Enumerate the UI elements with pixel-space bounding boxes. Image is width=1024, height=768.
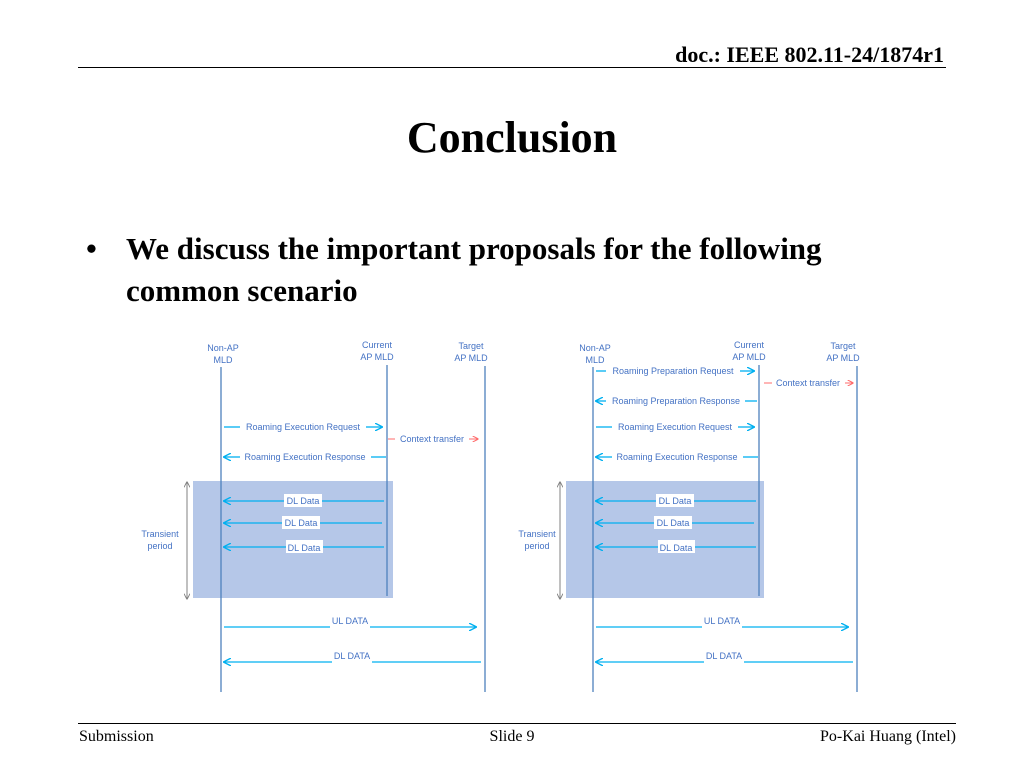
- nonap-label-left-1: Non-AP: [207, 343, 239, 353]
- dl-data-caption-right: DL DATA: [705, 651, 743, 661]
- nonap-label-right-2: MLD: [585, 355, 605, 365]
- msg-exec-response-left: Roaming Execution Response: [244, 452, 366, 462]
- dl-data-label-right-1: DL Data: [658, 496, 692, 506]
- msg-exec-request-left: Roaming Execution Request: [245, 422, 361, 432]
- transient-label-left-1: Transient: [141, 529, 179, 539]
- transient-label-right-1: Transient: [518, 529, 556, 539]
- msg-context-transfer-right: Context transfer: [775, 378, 841, 388]
- msg-exec-response-right: Roaming Execution Response: [616, 452, 738, 462]
- target-label-right-2: AP MLD: [826, 353, 860, 363]
- target-label-right-1: Target: [830, 341, 856, 351]
- footer-slide-number: Slide 9: [489, 728, 535, 745]
- current-label-left-2: AP MLD: [360, 352, 394, 362]
- target-label-left-2: AP MLD: [454, 353, 488, 363]
- bullet-marker: •: [86, 231, 97, 266]
- nonap-label-right-1: Non-AP: [579, 343, 611, 353]
- ul-data-label-right: UL DATA: [703, 616, 741, 626]
- transient-label-right-2: period: [524, 541, 550, 551]
- current-label-right-2: AP MLD: [732, 352, 766, 362]
- nonap-label-left-2: MLD: [213, 355, 233, 365]
- msg-prep-request-right: Roaming Preparation Request: [612, 366, 734, 376]
- dl-data-caption-left: DL DATA: [333, 651, 371, 661]
- footer-author: Po-Kai Huang (Intel): [820, 728, 956, 745]
- dl-data-label-left-3: DL Data: [287, 543, 321, 553]
- msg-exec-request-right: Roaming Execution Request: [617, 422, 733, 432]
- slide-title: Conclusion: [406, 113, 618, 162]
- transient-label-left-2: period: [147, 541, 173, 551]
- msg-context-transfer-left: Context transfer: [399, 434, 465, 444]
- dl-data-label-right-3: DL Data: [659, 543, 693, 553]
- dl-data-label-right-2: DL Data: [656, 518, 690, 528]
- diagram-left: [141, 340, 488, 692]
- footer-submission: Submission: [79, 728, 154, 745]
- msg-prep-response-right: Roaming Preparation Response: [611, 396, 741, 406]
- diagram-right: [518, 340, 860, 692]
- footer-rule: [78, 723, 956, 724]
- current-label-left-1: Current: [361, 340, 393, 350]
- target-label-left-1: Target: [458, 341, 484, 351]
- dl-data-label-left-1: DL Data: [286, 496, 320, 506]
- document-id: doc.: IEEE 802.11-24/1874r1: [675, 42, 944, 67]
- ul-data-label-left: UL DATA: [331, 616, 369, 626]
- current-label-right-1: Current: [733, 340, 765, 350]
- bullet-text: We discuss the important proposals for the following common scenario: [126, 231, 822, 308]
- dl-data-label-left-2: DL Data: [284, 518, 318, 528]
